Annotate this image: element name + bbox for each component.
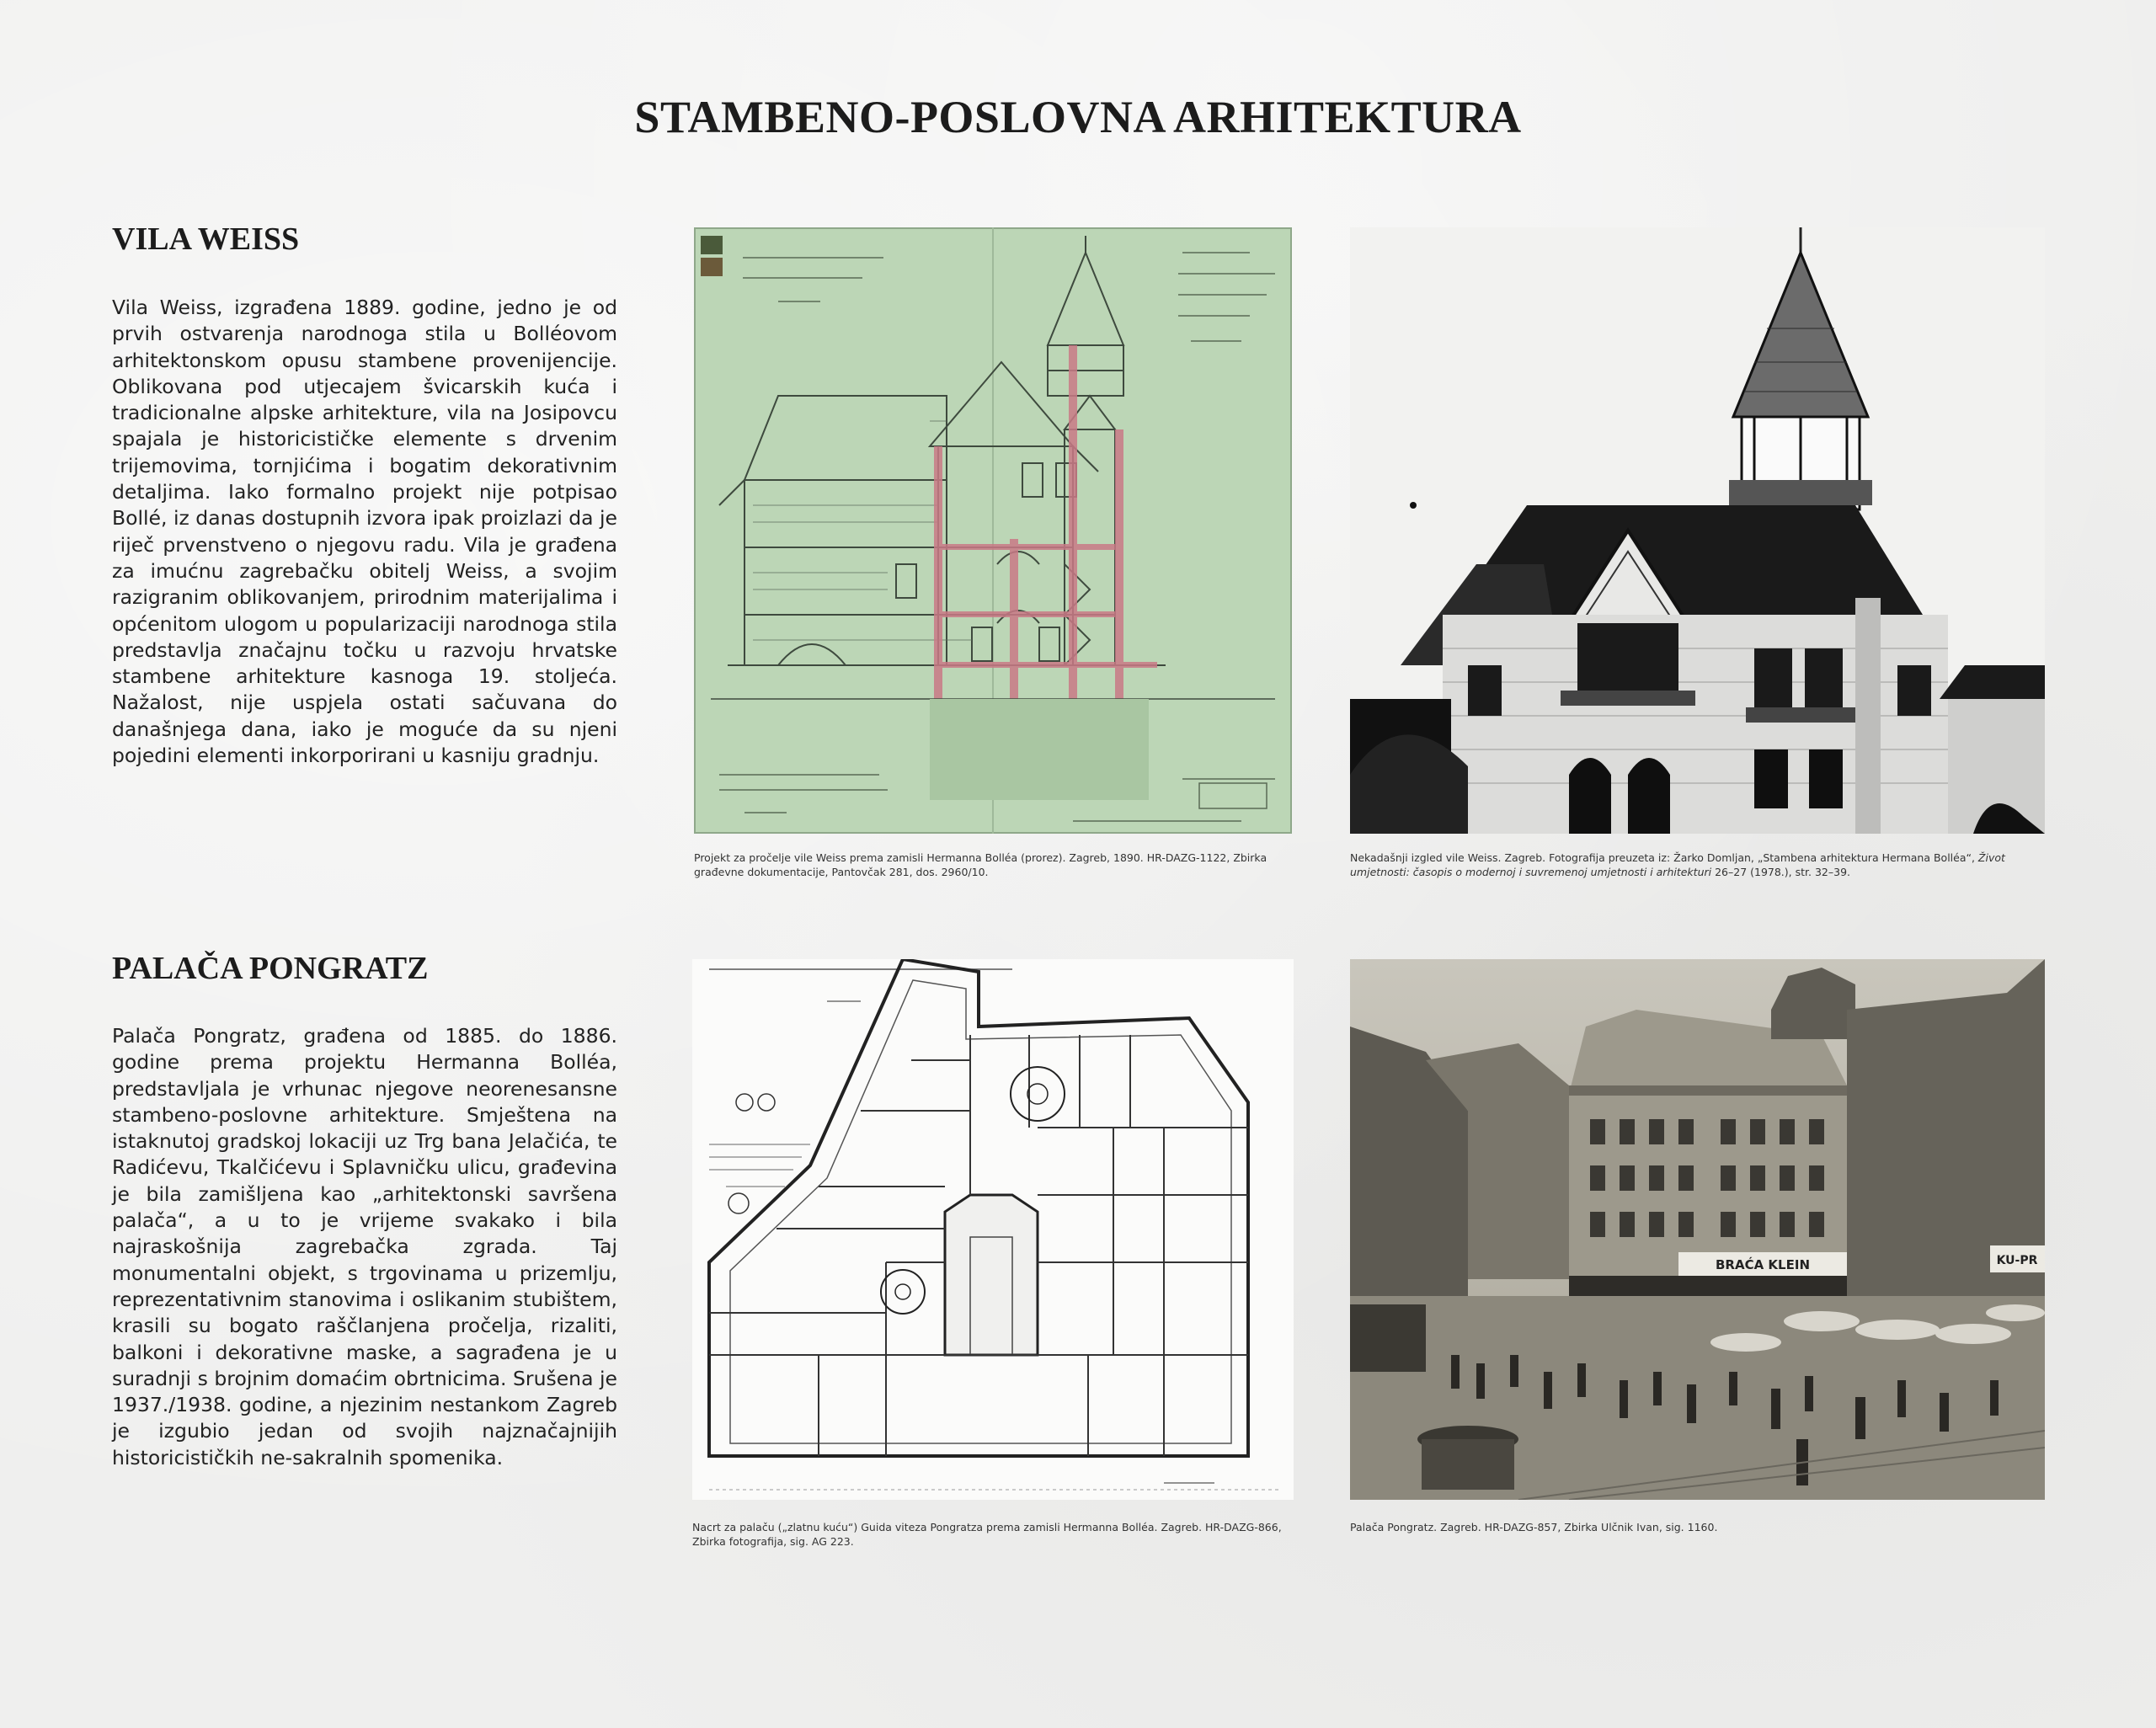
section-text-palaca-pongratz: Palača Pongratz, građena od 1885. do 1886. godine prema projektu Hermanna Bolléa, predstavljala je vrhunac njegove neorenesansne stambeno-poslovne arhitekture. Smještena na istaknutoj gradskoj lokaciji uz Trg bana Jelačića, te Radićevu, Tkalčićevu i Splavničku ulicu, građevina je bila zamišljena kao „arhitektonski savršena palača“, a u to je vrijeme svakako i bila najraskošnija zagrebačka zgrada. Taj monumentalni objekt, s trgovinama u prizemlju, reprezentativnim stanovima i oslikanim stubištem, krasili su bogato raščlanjena pročelja, rizaliti, balkoni i dekorativne maske, a sagrađena je u suradnji s brojnim domaćim obrtnicima. Srušena je 1937./1938. godine, a njezinim nestankom Zagreb je izgubio jedan od svojih najznačajnijih historicističkih ne-sakralnih spomenika. <box>112 1024 617 1469</box>
pongratz-photo-sign-2: KU-PR <box>1996 1254 2038 1267</box>
vila-weiss-photo-caption <box>1350 851 2047 879</box>
page-title: STAMBENO-POSLOVNA ARHITEKTURA <box>634 92 1522 142</box>
vila-weiss-drawing-caption: Projekt za pročelje vile Weiss prema zamisli Hermanna Bolléa (prorez). Zagreb, 1890. HR-DAZG-1122, Zbirka građevne dokumentacije, Pantovčak 281, dos. 2960/10. <box>694 851 1267 878</box>
caption-text: Nekadašnji izgled vile Weiss. Zagreb. Fotografija preuzeta iz: Žarko Domljan, „Stambena arhitektura Hermana Bolléa“, <box>1350 851 1978 864</box>
pongratz-photo-caption: Palača Pongratz. Zagreb. HR-DAZG-857, Zbirka Ulčnik Ivan, sig. 1160. <box>1350 1521 1718 1533</box>
section-text-vila-weiss: Vila Weiss, izgrađena 1889. godine, jedno je od prvih ostvarenja narodnoga stila u Bolléovom arhitektonskom opusu stambene provenijencije. Oblikovana pod utjecajem švicarskih kuća i tradicionalne alpske arhitekture, vila na Josipovcu spajala je historicističke elemente s drvenim trijemovima, tornjićima i bogatim dekorativnim detaljima. Iako formalno projekt nije potpisao Bollé, iz danas dostupnih izvora ipak proizlazi da je riječ prvenstveno o njegovu radu. Vila je građena za imućnu zagrebačku obitelj Weiss, a svojim razigranim oblikovanjem, prirodnim materijalima i općenitom ulogom u popularizaciji narodnoga stila predstavlja značajnu točku u razvoju hrvatske stambene arhitekture kasnoga 19. stoljeća. Nažalost, nije uspjela ostati sačuvana do današnjega dana, iako je moguće da su njeni pojedini elementi inkorporirani u kasniju gradnju. <box>112 296 617 768</box>
pongratz-floorplan-caption: Nacrt za palaču („zlatnu kuću“) Guida viteza Pongratza prema zamisli Hermanna Bolléa. Zagreb. HR-DAZG-866, Zbirka fotografija, sig. AG 223. <box>692 1521 1282 1548</box>
caption-text-end: 26–27 (1978.), str. 32–39. <box>1711 866 1850 878</box>
pongratz-floorplan-image <box>692 959 1294 1500</box>
section-title-palaca-pongratz: PALAČA PONGRATZ <box>112 951 429 986</box>
section-title-vila-weiss: VILA WEISS <box>112 221 300 257</box>
vila-weiss-photo-image <box>1350 227 2045 834</box>
caption-journal-title: Život umjetnosti: časopis o modernoj i suvremenoj umjetnosti i arhitekturi <box>1350 851 2005 878</box>
pongratz-photo-sign: BRAĆA KLEIN <box>1716 1257 1810 1272</box>
vila-weiss-drawing-image <box>694 227 1292 834</box>
pongratz-photo-image <box>1350 959 2045 1500</box>
